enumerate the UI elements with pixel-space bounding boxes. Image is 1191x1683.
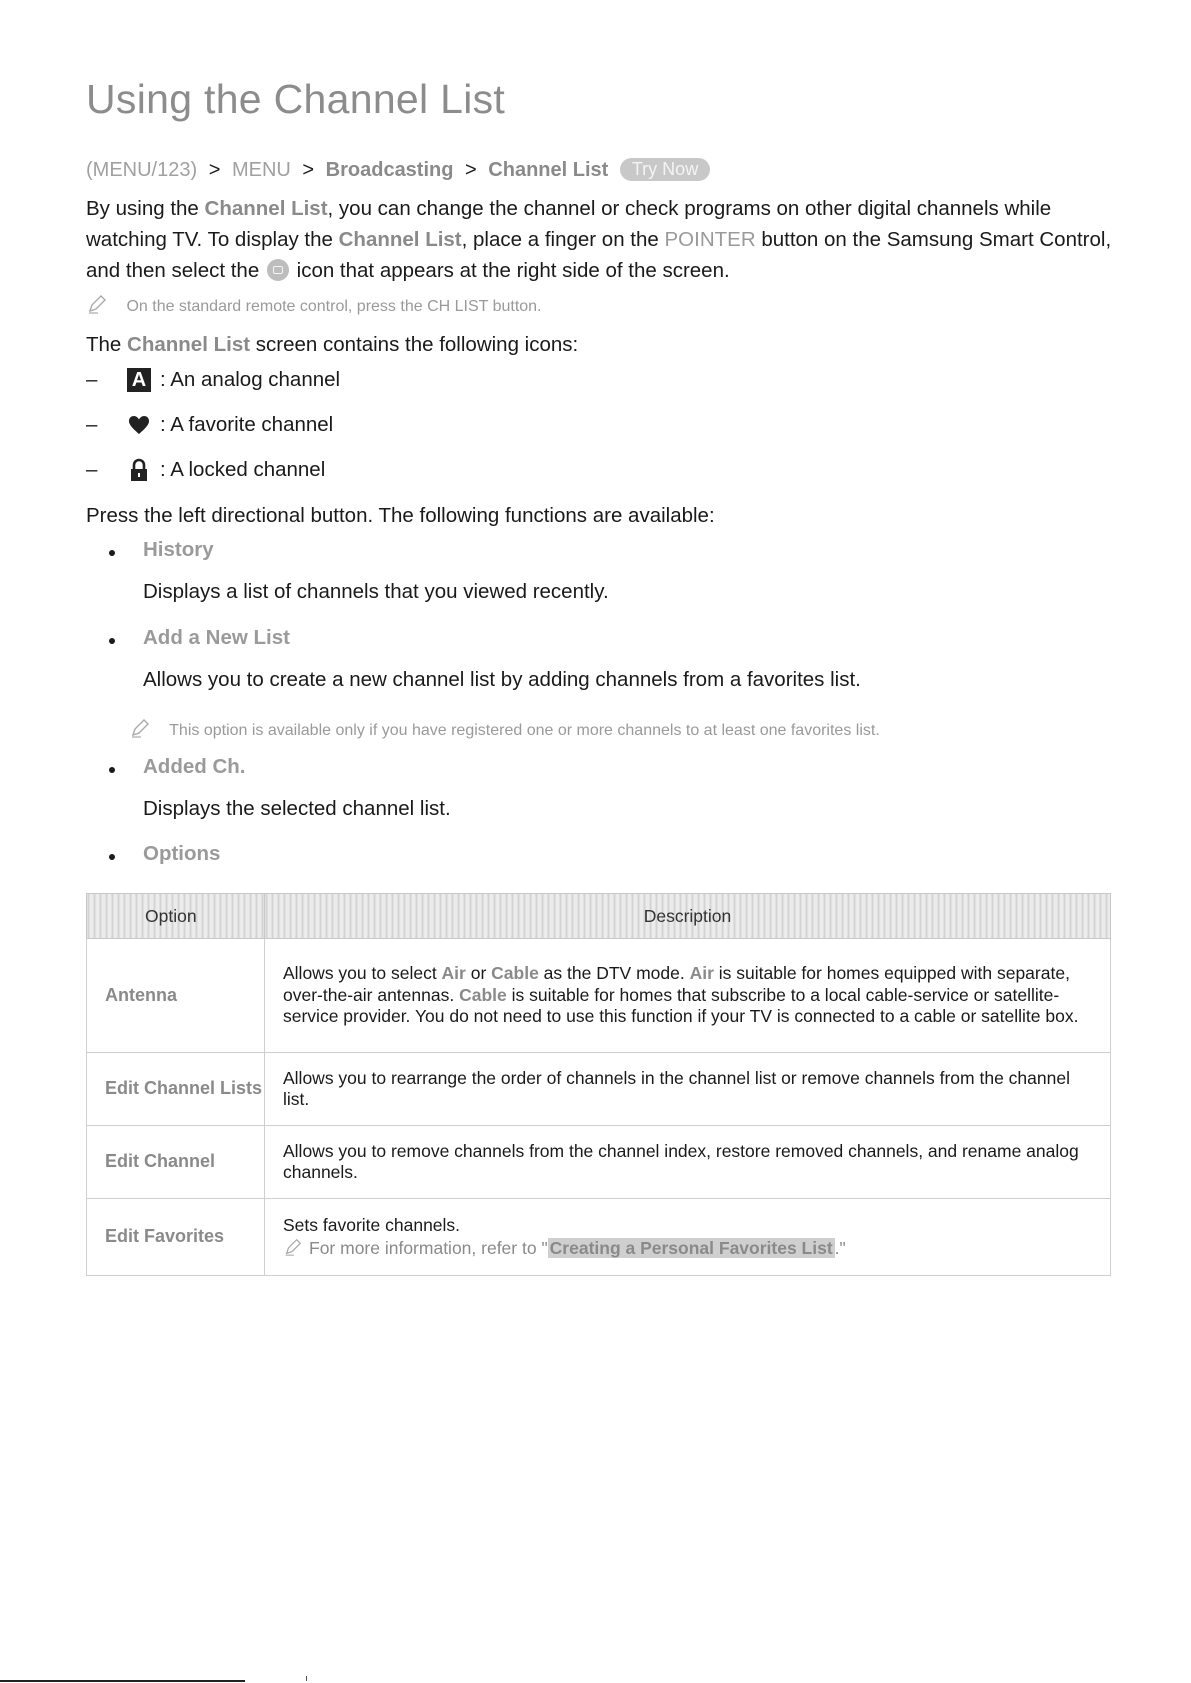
desc-text: or (465, 963, 492, 984)
cable-term: Cable (459, 984, 507, 1005)
icon-item-text: : An analog channel (160, 368, 341, 391)
icon-item-text: : A favorite channel (160, 413, 334, 436)
intro-paragraph (86, 193, 1116, 286)
function-added-ch-title: Added Ch. (143, 755, 246, 778)
option-name: Edit Channel (87, 1126, 265, 1199)
press-paragraph: Press the left directional button. The following functions are available: (86, 504, 715, 527)
table-row (87, 1199, 1111, 1276)
breadcrumb-menu-123: (MENU/123) (86, 159, 198, 181)
desc-text: Sets favorite channels. (283, 1215, 461, 1235)
table-row (87, 1053, 1111, 1126)
function-add-list-desc: Allows you to create a new channel list by adding channels from a favorites list. (143, 668, 861, 691)
function-history-title: History (143, 538, 214, 561)
icon-item-analog (86, 368, 340, 392)
option-description (265, 1199, 1111, 1276)
pencil-icon (283, 1237, 303, 1257)
add-list-note (129, 717, 880, 740)
breadcrumb-separator: > (465, 159, 477, 181)
option-name: Edit Favorites (87, 1199, 265, 1276)
intro-text: By using the (86, 197, 205, 220)
function-history-desc: Displays a list of channels that you viewed recently. (143, 580, 609, 603)
desc-text: is suitable for homes equipped with separate, over-the-air antennas. (283, 963, 1070, 1005)
option-description: Allows you to remove channels from the channel index, restore removed channels, and rename analog channels. (265, 1126, 1111, 1199)
table-header-option: Option (87, 894, 265, 939)
intro-text: icon that appears at the right side of the screen. (290, 259, 730, 282)
dash-marker: – (86, 458, 98, 481)
note-text: ." (834, 1237, 846, 1258)
favorites-note (283, 1237, 1096, 1260)
channel-list-term: Channel List (204, 197, 328, 220)
function-added-ch-desc: Displays the selected channel list. (143, 797, 451, 820)
option-name: Edit Channel Lists (87, 1053, 265, 1126)
pencil-icon (86, 293, 108, 315)
breadcrumb-separator: > (208, 159, 221, 181)
footer-tick (306, 1676, 307, 1681)
function-add-list-title: Add a New List (143, 626, 290, 649)
icon-item-text: : A locked channel (160, 458, 326, 481)
lock-icon (129, 458, 149, 482)
bullet-dot (109, 638, 115, 644)
note-text: On the standard remote control, press the (126, 298, 428, 315)
analog-channel-icon: A (127, 368, 151, 392)
try-now-button[interactable]: Try Now (620, 158, 710, 181)
favorites-list-link[interactable]: Creating a Personal Favorites List (549, 1237, 833, 1258)
bullet-dot (109, 854, 115, 860)
note-text: This option is available only if you have registered one or more channels to at least one favorites list. (169, 722, 880, 739)
breadcrumb-broadcasting: Broadcasting (325, 159, 454, 181)
channel-list-term: Channel List (127, 333, 251, 356)
options-table (86, 893, 1111, 1276)
desc-text: Allows you to select (283, 963, 442, 984)
breadcrumb (86, 158, 710, 182)
air-term: Air (689, 963, 714, 984)
table-row (87, 1126, 1111, 1199)
option-description: Allows you to rearrange the order of channels in the channel list or remove channels from the channel list. (265, 1053, 1111, 1126)
bullet-dot (109, 550, 115, 556)
option-description (265, 939, 1111, 1053)
note-text: button. (488, 298, 542, 315)
intro-text: button on the Samsung Smart Control, and then select the (86, 228, 1112, 282)
note-text: For more information, refer to " (309, 1237, 548, 1258)
ch-list-term: CH LIST (427, 298, 489, 315)
breadcrumb-separator: > (302, 159, 315, 181)
pencil-icon (129, 717, 151, 739)
breadcrumb-menu: MENU (231, 159, 291, 181)
option-name: Antenna (87, 939, 265, 1053)
footer-rule (0, 1680, 245, 1682)
table-header-description: Description (265, 894, 1111, 939)
desc-text: is suitable for homes that subscribe to a local cable-service or satellite-service provider. You do not need to use this function if your TV is connected to a cable or satellite box. (283, 984, 1079, 1027)
air-term: Air (441, 963, 466, 984)
desc-text: as the DTV mode. (538, 963, 690, 984)
dash-marker: – (86, 413, 98, 436)
icons-intro-text: screen contains the following icons: (250, 333, 579, 356)
table-row (87, 939, 1111, 1053)
channel-list-term: Channel List (338, 228, 462, 251)
intro-text: , place a finger on the (461, 228, 665, 251)
heart-icon (127, 414, 151, 436)
remote-note (86, 293, 542, 316)
bullet-dot (109, 767, 115, 773)
page-title: Using the Channel List (86, 76, 506, 122)
breadcrumb-channel-list: Channel List (488, 159, 609, 181)
icon-item-favorite (86, 413, 333, 437)
cable-term: Cable (491, 963, 539, 984)
icons-intro-text: The (86, 333, 128, 356)
dash-marker: – (86, 368, 98, 391)
table-header-row (87, 894, 1111, 939)
pointer-term: POINTER (664, 228, 756, 251)
channel-list-icon (267, 259, 289, 281)
icon-item-locked (86, 458, 325, 482)
intro-text: , you can change the channel or check programs on other digital channels while watching TV. To display the (86, 197, 1052, 251)
icons-intro (86, 329, 1116, 360)
function-options-title: Options (143, 842, 221, 865)
